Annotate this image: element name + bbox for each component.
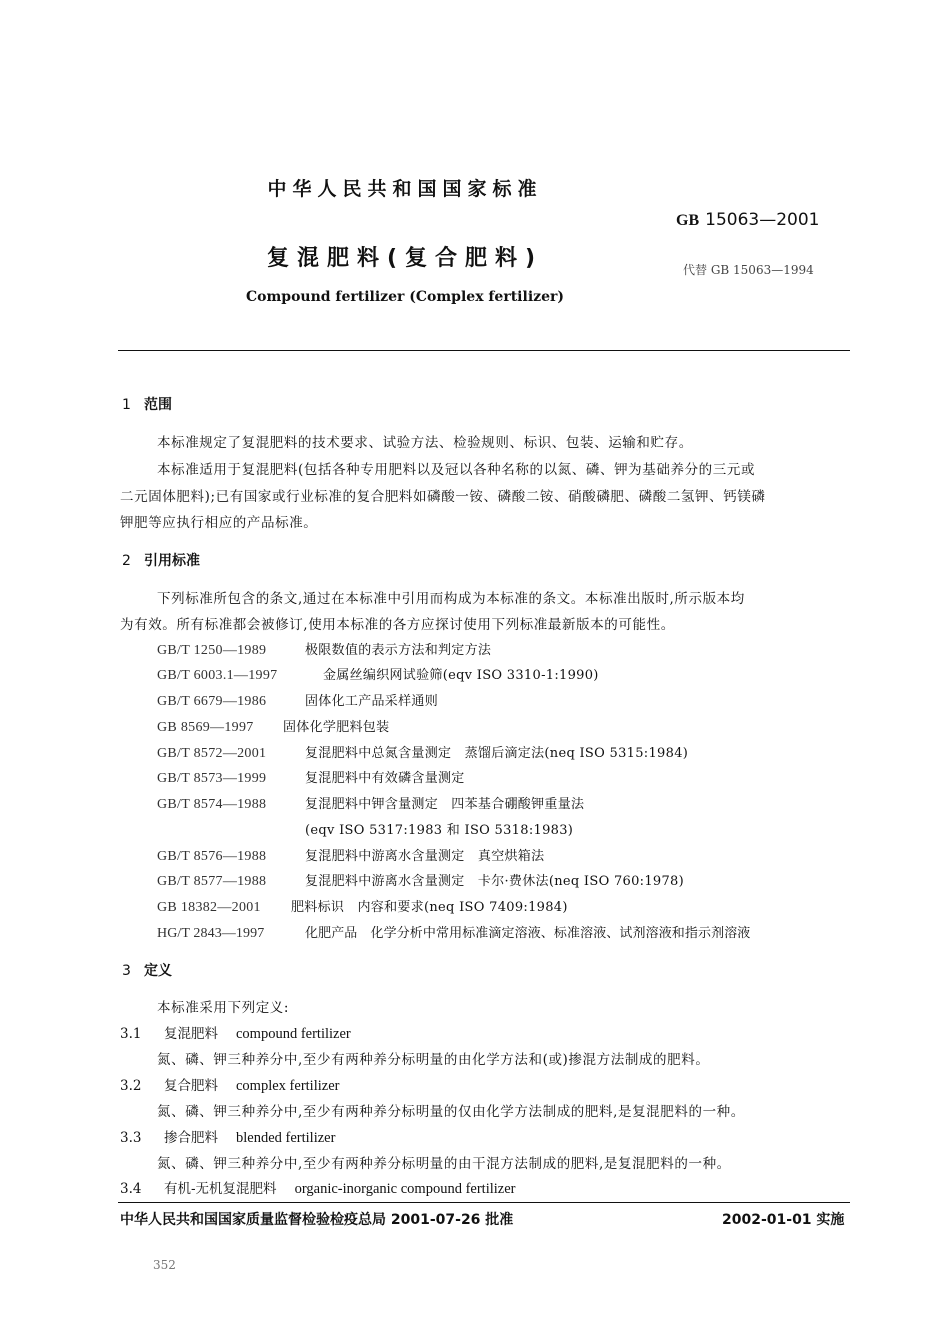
document-title-en: Compound fertilizer (Complex fertilizer) [245, 289, 564, 305]
definition-text: 氮、磷、钾三种养分中,至少有两种养分标明量的由干混方法制成的肥料,是复混肥料的一种。 [157, 1156, 731, 1172]
definition-term-en: complex fertilizer [236, 1078, 340, 1094]
section-1-paragraph-2-line-2: 二元固体肥料);已有国家或行业标准的复合肥料如磷酸一铵、磷酸二铵、硝酸磷肥、磷酸二氢钾、钙镁磷 [120, 489, 766, 505]
reference-code: GB/T 8572—2001 [157, 746, 267, 761]
reference-code: GB/T 6679—1986 [157, 694, 267, 709]
section-1-paragraph-2-line-3: 钾肥等应执行相应的产品标准。 [120, 515, 318, 531]
definition-term: 复混肥料 [164, 1026, 218, 1042]
section-2-title: 引用标准 [144, 553, 200, 569]
section-1-paragraph-1: 本标准规定了复混肥料的技术要求、试验方法、检验规则、标识、包装、运输和贮存。 [157, 435, 693, 451]
reference-code: GB/T 1250—1989 [157, 643, 267, 658]
reference-code: GB/T 8573—1999 [157, 771, 267, 786]
reference-item [157, 742, 688, 762]
section-1-heading [122, 394, 172, 414]
reference-item [157, 716, 389, 736]
section-3-intro: 本标准采用下列定义: [157, 1000, 290, 1016]
definition-text: 氮、磷、钾三种养分中,至少有两种养分标明量的仅由化学方法制成的肥料,是复混肥料的一种。 [157, 1104, 745, 1120]
reference-code: GB 8569—1997 [157, 720, 254, 735]
reference-item [157, 793, 584, 813]
reference-item [157, 690, 438, 710]
reference-title: 复混肥料中游离水含量测定 卡尔·费休法(neq ISO 760:1978) [305, 874, 685, 889]
page-number: 352 [153, 1258, 176, 1272]
section-1-title: 范围 [144, 397, 172, 413]
reference-item-continuation [157, 819, 573, 838]
reference-title: 固体化学肥料包装 [283, 720, 390, 735]
section-2-number: 2 [122, 553, 131, 569]
implementation-date: 2002-01-01 实施 [722, 1212, 845, 1228]
definition-heading [120, 1022, 351, 1043]
section-3-title: 定义 [144, 963, 172, 979]
section-1-paragraph-2-line-1: 本标准适用于复混肥料(包括各种专用肥料以及冠以各种名称的以氮、磷、钾为基础养分的三元或 [157, 462, 756, 478]
org-title: 中华人民共和国国家标准 [267, 178, 543, 200]
definition-term: 复合肥料 [164, 1078, 218, 1094]
definition-number: 3.1 [120, 1026, 142, 1042]
reference-title: 肥料标识 内容和要求(neq ISO 7409:1984) [291, 900, 568, 915]
section-2-heading [122, 550, 200, 570]
reference-code: GB/T 8574—1988 [157, 797, 267, 812]
replaces-standard: 代替 GB 15063—1994 [683, 263, 814, 277]
reference-title: 固体化工产品采样通则 [305, 694, 439, 709]
definition-term-en: blended fertilizer [236, 1130, 336, 1146]
reference-item [157, 639, 491, 659]
definition-text: 氮、磷、钾三种养分中,至少有两种养分标明量的由化学方法和(或)掺混方法制成的肥料。 [157, 1052, 710, 1068]
definition-term-en: organic-inorganic compound fertilizer [294, 1181, 516, 1197]
definition-heading [120, 1126, 335, 1147]
section-2-paragraph-line-2: 为有效。所有标准都会被修订,使用本标准的各方应探讨使用下列标准最新版本的可能性。 [120, 617, 675, 633]
footer-rule [118, 1202, 850, 1203]
definition-number: 3.4 [120, 1181, 142, 1197]
standard-code: 15063—2001 [705, 210, 820, 230]
definition-term: 有机-无机复混肥料 [164, 1181, 277, 1197]
reference-item [157, 896, 568, 916]
reference-title: 化肥产品 化学分析中常用标准滴定溶液、标准溶液、试剂溶液和指示剂溶液 [305, 926, 751, 941]
reference-code: HG/T 2843—1997 [157, 926, 265, 941]
reference-code: GB 18382—2001 [157, 900, 261, 915]
reference-title: 复混肥料中钾含量测定 四苯基合硼酸钾重量法 [305, 797, 585, 812]
reference-title: (eqv ISO 5317:1983 和 ISO 5318:1983) [305, 823, 574, 838]
definition-heading [120, 1074, 339, 1095]
document-title-cn: 复混肥料(复合肥料) [266, 246, 544, 271]
reference-title: 极限数值的表示方法和判定方法 [305, 643, 492, 658]
reference-title: 复混肥料中总氮含量测定 蒸馏后滴定法(neq ISO 5315:1984) [305, 746, 689, 761]
section-1-number: 1 [122, 397, 131, 413]
reference-item [157, 870, 684, 890]
reference-code: GB/T 8577—1988 [157, 874, 267, 889]
section-3-number: 3 [122, 963, 131, 979]
reference-item [157, 845, 544, 865]
reference-item [157, 767, 465, 787]
definition-term-en: compound fertilizer [236, 1026, 351, 1042]
reference-code: GB/T 8576—1988 [157, 849, 267, 864]
reference-title: 复混肥料中游离水含量测定 真空烘箱法 [305, 849, 545, 864]
definition-heading [120, 1177, 515, 1198]
section-2-paragraph-line-1: 下列标准所包含的条文,通过在本标准中引用而构成为本标准的条文。本标准出版时,所示版本均 [157, 591, 745, 607]
header-rule [118, 350, 850, 351]
reference-title: 复混肥料中有效磷含量测定 [305, 771, 465, 786]
reference-item [157, 922, 750, 942]
reference-title: 金属丝编织网试验筛(eqv ISO 3310-1:1990) [323, 668, 599, 683]
definition-term: 掺合肥料 [164, 1130, 218, 1146]
reference-code: GB/T 6003.1—1997 [157, 668, 278, 683]
section-3-heading [122, 960, 172, 980]
approval-line: 中华人民共和国国家质量监督检验检疫总局 2001-07-26 批准 [120, 1212, 514, 1228]
reference-item [157, 664, 599, 684]
standard-number [676, 210, 819, 230]
definition-number: 3.3 [120, 1130, 142, 1146]
definition-number: 3.2 [120, 1078, 142, 1094]
standard-prefix: GB [676, 212, 700, 229]
